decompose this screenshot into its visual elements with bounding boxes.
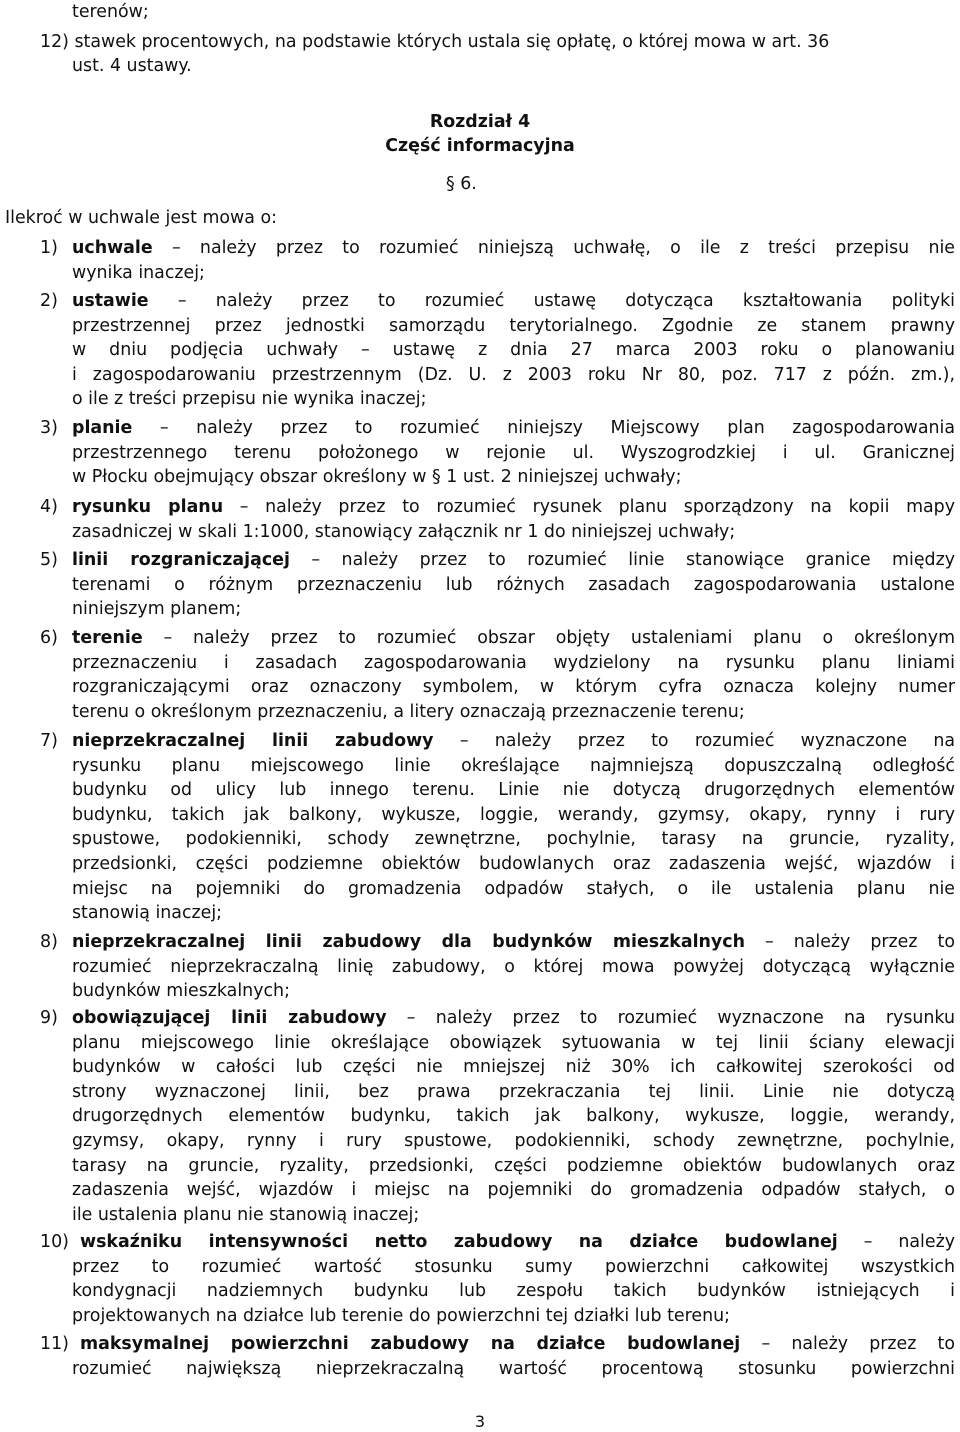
definition-number: 7) [40,731,58,751]
definition-line: przez to rozumieć wartość stosunku sumy powierzchni całkowitej wszystkich [72,1256,955,1277]
definition-first-line [72,416,955,441]
definition-line: rozgraniczającymi oraz oznaczony symbolem, w którym cyfra oznacza kolejny numer [72,677,955,698]
definition-line: planu miejscowego linie określające obowiązek sytuowania w tej linii ściany elewacji [72,1032,955,1053]
definition-item [72,930,955,1004]
section-heading: Część informacyjna [385,136,575,156]
definition-number: 4) [40,497,58,517]
definition-line: miejsc na pojemniki do gromadzenia odpadów stałych, o ile ustalenia planu nie [72,878,955,899]
definition-item [72,236,955,285]
definition-term: rysunku planu [72,497,224,517]
definition-number: 3) [40,418,58,438]
definition-line: ile ustalenia planu nie stanowią inaczej; [72,1204,420,1225]
definition-line: w dniu podjęcia uchwały – ustawę z dnia 27 marca 2003 roku o planowaniu [72,340,955,361]
definition-line: terenu o określonym przeznaczeniu, a litery oznaczają przeznaczenie terenu; [72,701,745,722]
definition-item [72,1006,955,1227]
definition-text: – należy przez to rozumieć rysunek planu sporządzony na kopii mapy [239,497,955,517]
definition-line: o ile z treści przepisu nie wynika inaczej; [72,389,427,410]
text-line: ust. 4 ustawy. [72,56,192,76]
definition-first-line [80,1230,955,1255]
definition-first-line [72,626,955,651]
definition-line: zadaszenia wejść, wjazdów i miejsc na pojemniki do gromadzenia odpadów stałych, o [72,1180,955,1201]
definition-line: przestrzennego terenu położonego w rejonie ul. Wyszogrodzkiej i ul. Granicznej [72,442,955,463]
definition-line: i zagospodarowaniu przestrzennym (Dz. U. z 2003 roku Nr 80, poz. 717 z późn. zm.), [72,364,955,385]
definition-number: 1) [40,238,58,258]
text-line: terenów; [72,2,149,22]
definition-text: – należy przez to rozumieć niniejszą uchwałę, o ile z treści przepisu nie [171,238,955,258]
definition-term: terenie [72,628,143,648]
definition-line: zasadniczej w skali 1:1000, stanowiący załącznik nr 1 do niniejszej uchwały; [72,521,736,542]
definition-text: – należy przez to rozumieć wyznaczone na rysunku [406,1008,955,1028]
definition-term: ustawie [72,291,149,311]
paragraph-number: § 6. [446,174,477,194]
text-line: 12) stawek procentowych, na podstawie których ustala się opłatę, o której mowa w art. 36 [40,32,830,52]
definition-first-line [72,729,955,754]
definition-term: nieprzekraczalnej linii zabudowy dla budynków mieszkalnych [72,932,745,952]
definition-item [72,729,955,926]
definition-line: strony wyznaczonej linii, bez prawa przekraczania tej linii. Linie nie dotyczą [72,1081,955,1102]
definition-first-line [72,548,955,573]
definition-first-line [80,1332,955,1357]
definition-line: rozumieć największą nieprzekraczalną wartość procentową stosunku powierzchni [72,1358,955,1379]
definition-line: gzymsy, okapy, rynny i rury spustowe, podokienniki, schody zewnętrzne, pochylnie, [72,1130,955,1151]
definition-line: rysunku planu miejscowego linie określające najmniejszą dopuszczalną odległość [72,755,955,776]
definition-term: planie [72,418,133,438]
definition-text: – należy [863,1232,955,1252]
definition-line: budynku, takich jak balkony, wykusze, loggie, werandy, gzymsy, okapy, rynny i rury [72,804,955,825]
definition-line: budynku od ulicy lub innego terenu. Linie nie dotyczą drugorzędnych elementów [72,780,955,801]
definition-number: 6) [40,628,58,648]
chapter-heading: Rozdział 4 [429,112,531,132]
definition-term: maksymalnej powierzchni zabudowy na działce budowlanej [80,1334,741,1354]
definition-line: przestrzennej przez jednostki samorządu terytorialnego. Zgodnie ze stanem prawny [72,315,955,336]
definition-line: budynków mieszkalnych; [72,981,290,1002]
definition-term: uchwale [72,238,153,258]
definition-item [72,1230,955,1328]
definition-line: budynków w całości lub części nie mniejszej niż 30% ich całkowitej szerokości od [72,1057,955,1078]
definition-item [72,416,955,490]
definition-line: przedsionki, części podziemne obiektów budowlanych oraz zadaszenia wejść, wjazdów i [72,853,955,874]
definition-item [72,626,955,724]
definition-line: wynika inaczej; [72,262,205,283]
definition-line: projektowanych na działce lub terenie do powierzchni tej działki lub terenu; [72,1305,730,1326]
definition-text: – należy przez to [764,932,955,952]
definition-first-line [72,236,955,261]
definition-item [72,1332,955,1381]
definition-term: linii rozgraniczającej [72,550,290,570]
intro-text: Ilekroć w uchwale jest mowa o: [5,208,277,228]
definition-term: wskaźniku intensywności netto zabudowy na działce budowlanej [80,1232,838,1252]
definition-first-line [72,289,955,314]
definition-first-line [72,1006,955,1031]
definition-number: 10) [40,1232,69,1252]
definition-item [72,289,955,412]
definition-line: stanowią inaczej; [72,903,223,924]
definition-item [72,548,955,622]
definition-item [72,495,955,544]
definition-line: spustowe, podokienniki, schody zewnętrzne, pochylnie, tarasy na gruncie, ryzality, [72,829,955,850]
page-number: 3 [474,1412,486,1431]
definition-line: przeznaczeniu i zasadach zagospodarowania wydzielony na rysunku planu liniami [72,652,955,673]
definition-text: – należy przez to rozumieć niniejszy Miejscowy plan zagospodarowania [159,418,955,438]
definition-line: terenami o różnym przeznaczeniu lub różnych zasadach zagospodarowania ustalone [72,574,955,595]
definition-number: 8) [40,932,58,952]
definition-number: 2) [40,291,58,311]
definition-text: – należy przez to rozumieć ustawę dotycząca kształtowania polityki [177,291,955,311]
definition-text: – należy przez to rozumieć linie stanowiące granice między [311,550,955,570]
definition-line: rozumieć nieprzekraczalną linię zabudowy, o której mowa powyżej dotyczącą wyłącznie [72,956,955,977]
definition-line: drugorzędnych elementów budynku, takich jak balkony, wykusze, loggie, werandy, [72,1106,955,1127]
definition-line: niniejszym planem; [72,599,242,620]
definition-first-line [72,930,955,955]
definition-line: w Płocku obejmujący obszar określony w § 1 ust. 2 niniejszej uchwały; [72,467,682,488]
definition-line: tarasy na gruncie, ryzality, przedsionki, części podziemne obiektów budowlanych oraz [72,1155,955,1176]
definition-number: 9) [40,1008,58,1028]
definition-number: 5) [40,550,58,570]
definition-text: – należy przez to rozumieć wyznaczone na [459,731,955,751]
definition-number: 11) [40,1334,69,1354]
definition-term: nieprzekraczalnej linii zabudowy [72,731,434,751]
definition-text: – należy przez to rozumieć obszar objęty ustaleniami planu o określonym [163,628,955,648]
definition-line: kondygnacji nadziemnych budynku lub zespołu takich budynków istniejących i [72,1281,955,1302]
definition-text: – należy przez to [761,1334,955,1354]
definition-term: obowiązującej linii zabudowy [72,1008,387,1028]
definition-first-line [72,495,955,520]
